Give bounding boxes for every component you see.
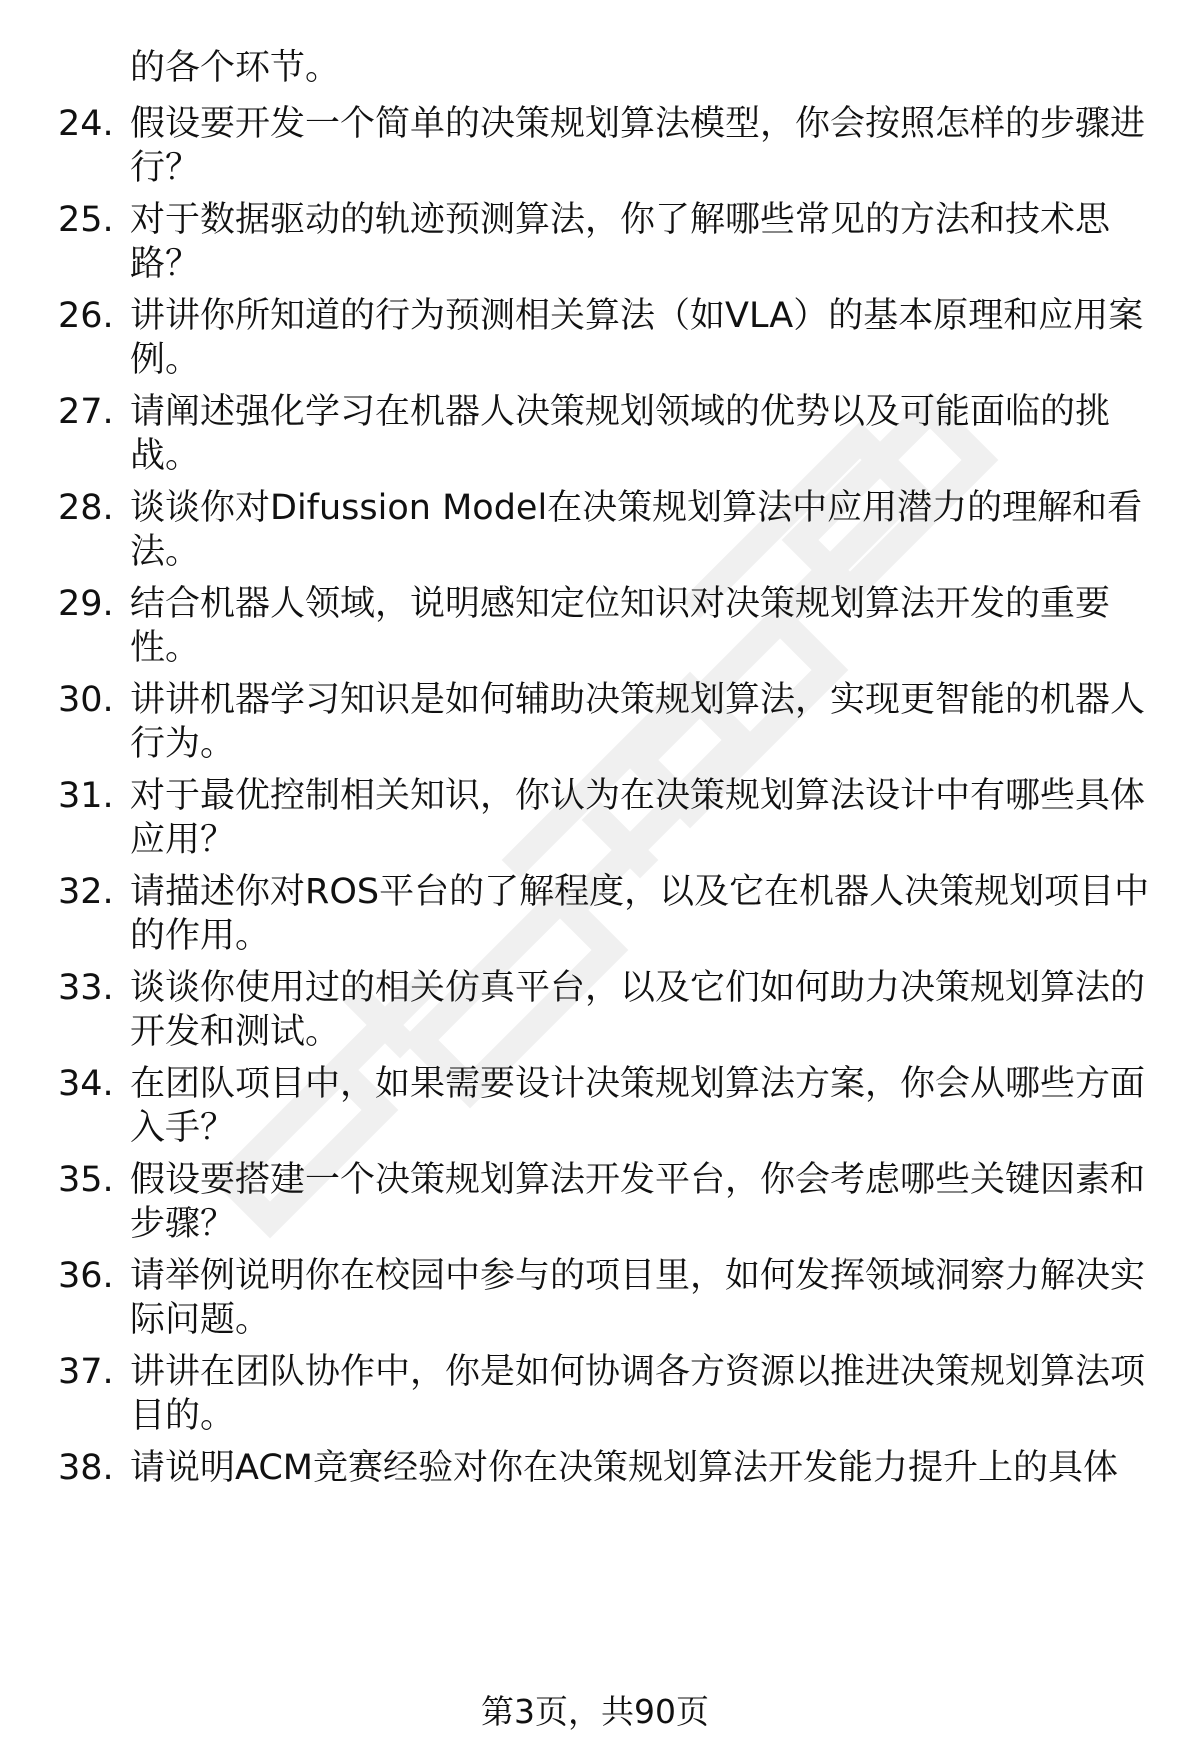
question-text: 对于数据驱动的轨迹预测算法，你了解哪些常见的方法和技术思路？: [130, 200, 1111, 284]
question-number: 30.: [58, 680, 114, 720]
question-text: 假设要搭建一个决策规划算法开发平台，你会考虑哪些关键因素和步骤？: [130, 1160, 1146, 1244]
question-text: 谈谈你使用过的相关仿真平台，以及它们如何助力决策规划算法的开发和测试。: [130, 968, 1146, 1052]
question-number: 26.: [58, 296, 114, 336]
question-number: 24.: [58, 104, 114, 144]
question-text: 讲讲你所知道的行为预测相关算法（如VLA）的基本原理和应用案例。: [130, 296, 1144, 380]
question-item: [0, 1158, 1190, 1246]
question-number: 38.: [58, 1448, 114, 1488]
question-text: 结合机器人领域，说明感知定位知识对决策规划算法开发的重要性。: [130, 584, 1111, 668]
question-number: 32.: [58, 872, 114, 912]
question-item: [0, 1350, 1190, 1438]
question-text: 讲讲在团队协作中，你是如何协调各方资源以推进决策规划算法项目的。: [130, 1352, 1146, 1436]
question-text: 请描述你对ROS平台的了解程度，以及它在机器人决策规划项目中的作用。: [130, 872, 1150, 956]
question-item: [0, 870, 1190, 958]
question-text: 假设要开发一个简单的决策规划算法模型，你会按照怎样的步骤进行？: [130, 104, 1146, 188]
question-text: 在团队项目中，如果需要设计决策规划算法方案，你会从哪些方面入手？: [130, 1064, 1146, 1148]
question-text: 请说明ACM竞赛经验对你在决策规划算法开发能力提升上的具体: [130, 1448, 1118, 1488]
question-item: [0, 486, 1190, 574]
question-number: 28.: [58, 488, 114, 528]
question-number: 31.: [58, 776, 114, 816]
question-number: 25.: [58, 200, 114, 240]
question-text: 讲讲机器学习知识是如何辅助决策规划算法，实现更智能的机器人行为。: [130, 680, 1146, 764]
question-number: 27.: [58, 392, 114, 432]
question-item: [0, 966, 1190, 1054]
question-text: 请举例说明你在校园中参与的项目里，如何发挥领域洞察力解决实际问题。: [130, 1256, 1146, 1340]
question-item: [0, 582, 1190, 670]
question-item: [0, 774, 1190, 862]
question-item: [0, 102, 1190, 190]
question-number: 37.: [58, 1352, 114, 1392]
intro-continuation-text: 的各个环节。: [130, 48, 341, 88]
question-item: [0, 1446, 1190, 1490]
question-text: 对于最优控制相关知识，你认为在决策规划算法设计中有哪些具体应用？: [130, 776, 1146, 860]
question-number: 35.: [58, 1160, 114, 1200]
question-item: [0, 198, 1190, 286]
question-number: 34.: [58, 1064, 114, 1104]
question-number: 36.: [58, 1256, 114, 1296]
question-item: [0, 294, 1190, 382]
question-text: 请阐述强化学习在机器人决策规划领域的优势以及可能面临的挑战。: [130, 392, 1111, 476]
question-item: [0, 678, 1190, 766]
question-text: 谈谈你对Difussion Model在决策规划算法中应用潜力的理解和看法。: [130, 488, 1143, 572]
question-item: [0, 390, 1190, 478]
question-number: 33.: [58, 968, 114, 1008]
page-number-footer: 第3页，共90页: [481, 1692, 709, 1731]
question-item: [0, 1062, 1190, 1150]
question-item: [0, 1254, 1190, 1342]
question-number: 29.: [58, 584, 114, 624]
